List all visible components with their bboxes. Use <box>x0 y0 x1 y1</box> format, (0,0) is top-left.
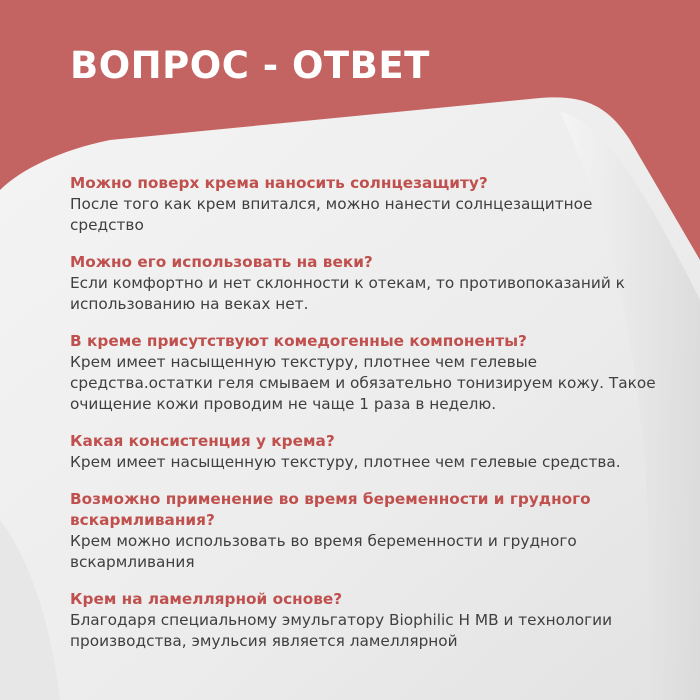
faq-answer: Крем имеет насыщенную текстуру, плотнее чем гелевые средства.остатки геля смываем и обязательно тонизируем кожу. Такое очищение кожи проводим не чаще 1 раза в неделю. <box>70 353 656 413</box>
faq-answer: Крем имеет насыщенную текстуру, плотнее чем гелевые средства. <box>70 453 621 471</box>
faq-item <box>70 589 670 652</box>
faq-list <box>70 173 670 668</box>
faq-item <box>70 252 670 315</box>
faq-answer: Благодаря специальному эмульгатору Biophilic H MB и технологии производства, эмульсия является ламеллярной <box>70 611 613 650</box>
faq-question: Можно поверх крема наносить солнцезащиту? <box>70 174 488 192</box>
faq-item <box>70 431 670 473</box>
faq-question: Крем на ламеллярной основе? <box>70 590 343 608</box>
faq-answer: Крем можно использовать во время беременности и грудного вскармливания <box>70 532 577 571</box>
faq-item <box>70 173 670 236</box>
faq-question: Какая консистенция у крема? <box>70 432 335 450</box>
faq-answer: После того как крем впитался, можно нанести солнцезащитное средство <box>70 195 593 234</box>
faq-item <box>70 331 670 415</box>
page-title: ВОПРОС - ОТВЕТ <box>70 44 430 87</box>
faq-question: Можно его использовать на веки? <box>70 253 373 271</box>
faq-item <box>70 489 670 573</box>
faq-question: Возможно применение во время беременности и грудного вскармливания? <box>70 490 591 529</box>
faq-question: В креме присутствуют комедогенные компоненты? <box>70 332 527 350</box>
faq-answer: Если комфортно и нет склонности к отекам, то противопоказаний к использованию на веках нет. <box>70 274 625 313</box>
